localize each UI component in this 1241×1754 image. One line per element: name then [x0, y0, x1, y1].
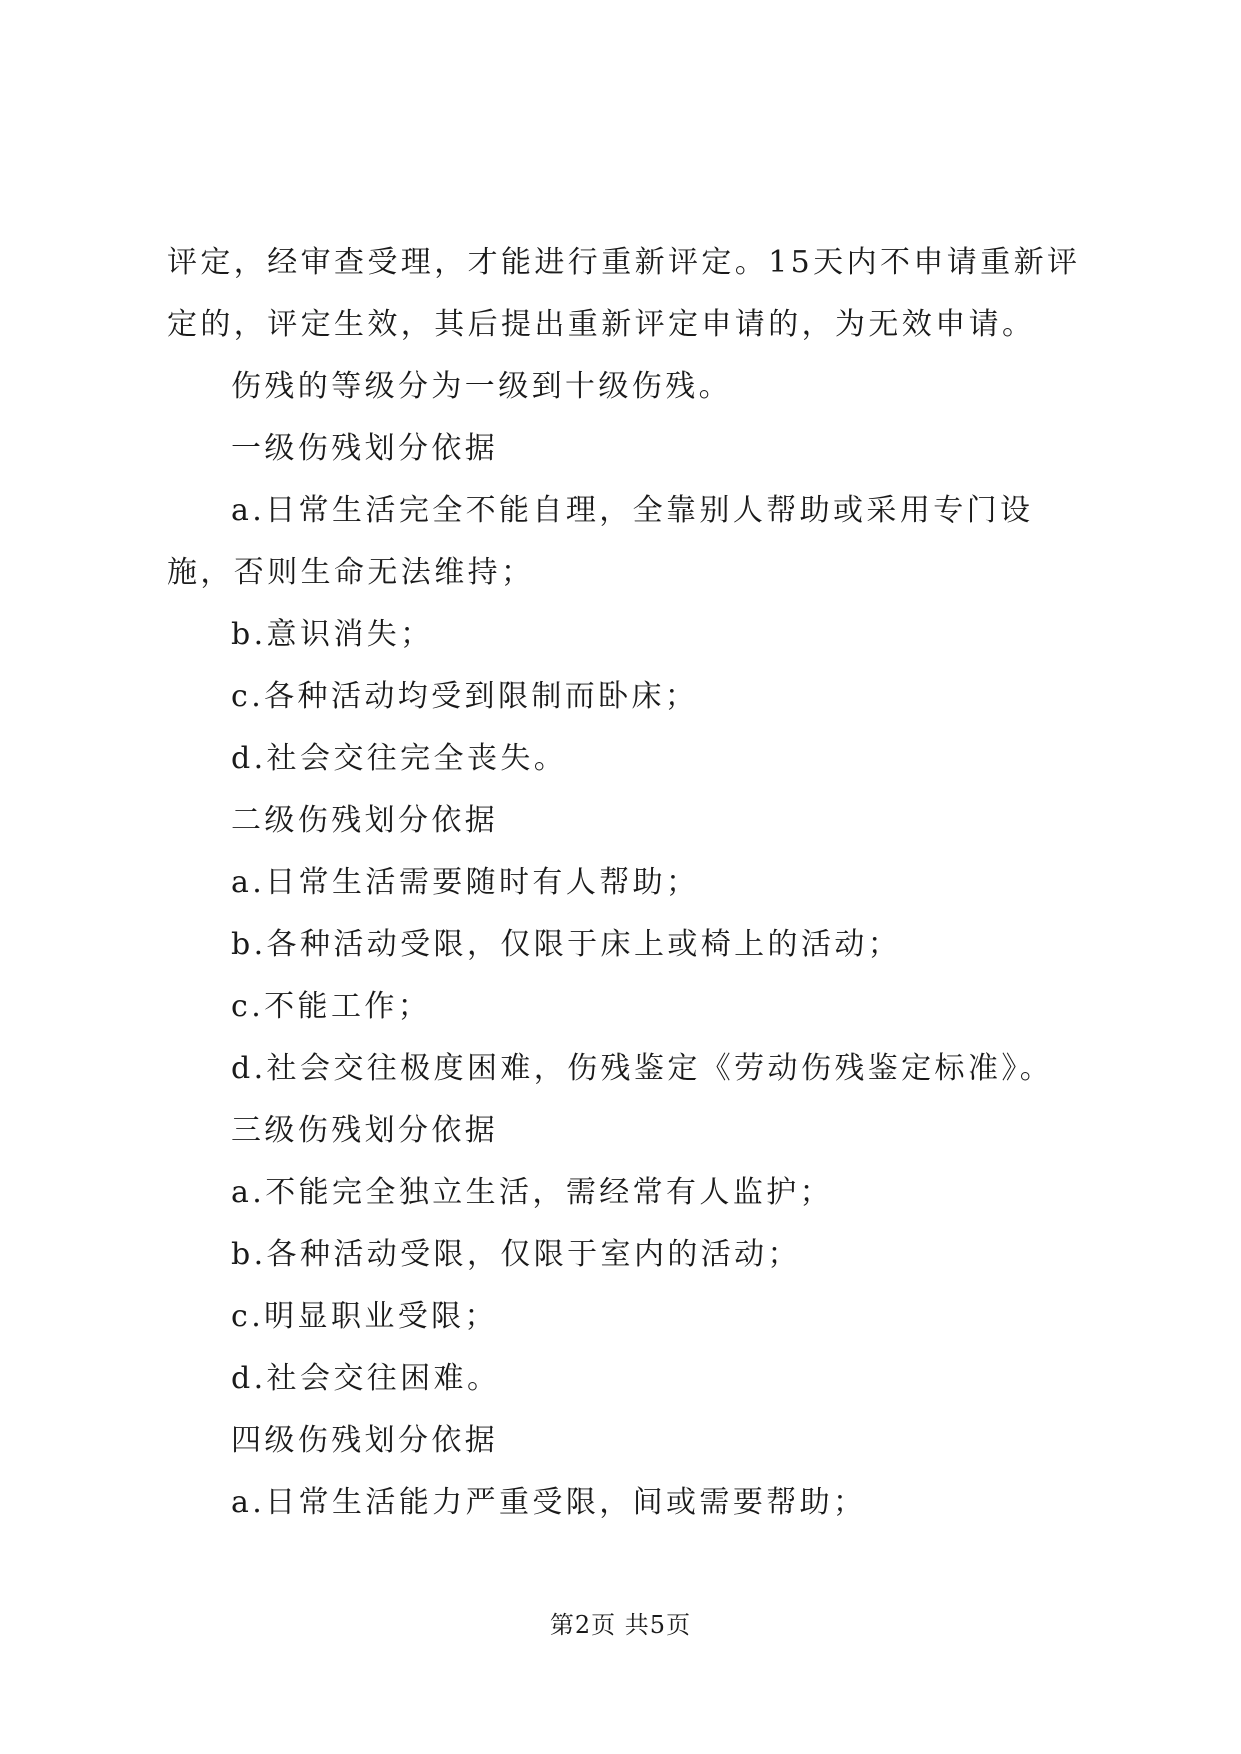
- list-item: d.社会交往困难。: [231, 1361, 501, 1396]
- paragraph-continuation: 评定，经审查受理，才能进行重新评定。15天内不申请重新评定的，评定生效，其后提出重新评定申请的，为无效申请。: [167, 245, 1081, 342]
- list-item: c.明显职业受限；: [231, 1299, 498, 1334]
- heading-grade-2: 二级伤残划分依据: [231, 803, 499, 838]
- list-item: d.社会交往完全丧失。: [231, 741, 568, 776]
- list-item: b.各种活动受限，仅限于室内的活动；: [231, 1237, 801, 1272]
- heading-grade-4: 四级伤残划分依据: [231, 1423, 499, 1458]
- list-item: b.各种活动受限，仅限于床上或椅上的活动；: [231, 927, 902, 962]
- list-item: a.日常生活完全不能自理，全靠别人帮助或采用专门设施，否则生命无法维持；: [167, 493, 1034, 590]
- list-item: c.各种活动均受到限制而卧床；: [231, 679, 699, 714]
- list-item: d.社会交往极度困难，伤残鉴定《劳动伤残鉴定标准》。: [231, 1051, 1054, 1086]
- heading-grade-1: 一级伤残划分依据: [231, 431, 499, 466]
- list-item: a.日常生活能力严重受限，间或需要帮助；: [231, 1485, 867, 1520]
- paragraph-grade-intro: 伤残的等级分为一级到十级伤残。: [231, 369, 732, 404]
- list-item: a.不能完全独立生活，需经常有人监护；: [231, 1175, 834, 1210]
- list-item: b.意识消失；: [231, 617, 434, 652]
- page-number-footer: 第2页 共5页: [549, 1611, 692, 1639]
- document-body: [167, 232, 1087, 1534]
- heading-grade-3: 三级伤残划分依据: [231, 1113, 499, 1148]
- list-item: a.日常生活需要随时有人帮助；: [231, 865, 700, 900]
- list-item: c.不能工作；: [231, 989, 432, 1024]
